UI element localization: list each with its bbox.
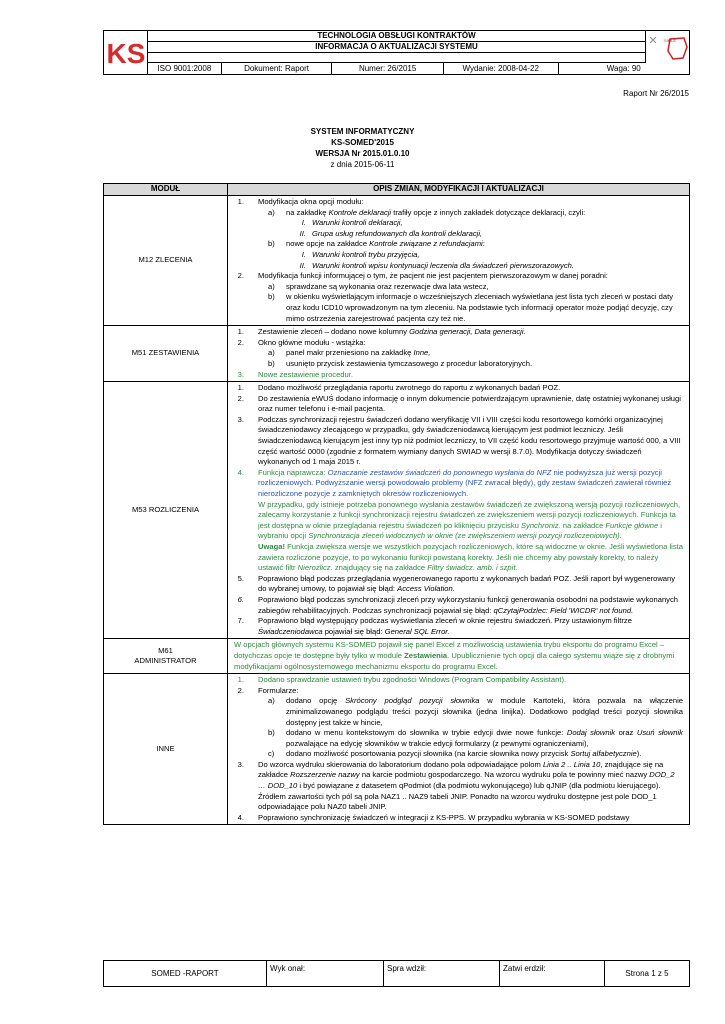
module-desc-m53: 1. Dodano możliwość przeglądania raportu zwrotnego do raportu z wykonanych badań POZ. 2. Do zestawienia eWUŚ dodano informację o innym dokumencie potwierdzającym uprawnienie, datę ostatniej wykonanej usługi oraz numer telefonu i e-mail pacjenta. 3. Podczas synchronizacji rejestru świadczeń dodano weryfikację VII i VIII części kodu resortowego komórki organizacyjnej świadczeniodawcy zlecającego w przypadku, gdy świadczeniodawcą kierującym jest podmiot leczniczy. Jeśli świadczeniodawcą kierującym jest inny typ niż podmiot leczniczy, to VII część kodu resortowego przyjmuje wartość 000, a VIII część wartość 0000 (zgodnie z formatem wymiany danych SWIAD w wersji 8.7.0). Modyfikacja dotyczy świadczeń wykonanych od 1 maja 2015 r. 4. Funkcja naprawcza: Oznaczanie zestawów świadczeń do ponownego wysłania do NFZ nie podwyższa już wersji pozycji rozliczeniowych. Podwyższanie wersji powodowało problemy (NFZ zwracał błędy), gdy zestaw świadczeń zawierał również nierozliczone pozycje z zamkniętych okresów rozliczeniowych. W przypadku, gdy istnieje potrzeba ponownego wysłania zestawów świadczeń ze zwiększoną wersją pozycji rozliczeniowych, zalecamy korzystanie z funkcji synchronizacji rejestru świadczeń ze zwiększeniem wersji pozycji rozliczeniowych. Funkcja ta jest dostępna w oknie przeglądania rejestru świadczeń po kliknięciu przycisku Synchroniz. na zakładce Funkcje główne i wybraniu opcji Synchronizacja zleceń widocznych w oknie (ze zwiększeniem wersji pozycji rozliczeniowych). Uwaga! Funkcja zwiększa wersje we wszystkich pozycjach rozliczeniowych, które są widoczne w oknie. Jeśli wyświetlona lista zawiera rozliczone pozycje, to po wykonaniu funkcji powstaną korekty. Jeśli nie chcemy aby powstały korekty, to należy ustawić filtr Nierozlicz. znajdujący się na zakładce Filtry świadcz. amb. i szpit. 5. Poprawiono błąd podczas przeglądania wygenerowanego raportu z wykonanych badań POZ. Jeśli raport był wygenerowany do wybranej umowy, to pojawiał się błąd: Access Violation. 6. Poprawiono błąd podczas synchronizacji zleceń przy wykorzystaniu funkcji generowania osobodni na podstawie wykonanych zabiegów rehabilitacyjnych. Podczas synchronizacji pojawiał się błąd: qCzytajPodzlec: Field 'WICDR' not found. 7. Poprawiono błąd występujący podczas wyświetlania zleceń w oknie rejestru świadczeń. Przy ustawionym filtrze Świadczeniodawca pojawiał się błąd: General SQL Error. [228, 382, 690, 639]
m51-item-3: Nowe zestawienie procedur. [258, 369, 353, 379]
inne-item-3-mid: , znajdujące się na zakładce [258, 759, 664, 780]
company-logo [104, 31, 148, 74]
module-desc-m61 [228, 639, 690, 674]
inne-item-2b-term2: Usuń słownik [636, 728, 683, 738]
m12-item-1a-ii: Grupa usług refundowanych dla kontroli deklaracji, [312, 228, 483, 238]
table-row-m12 [104, 196, 690, 326]
m61-text: W opcjach głównych systemu KS-SOMED pojawił się panel Excel z możliwością ustawienia trybu eksportu do programu Excel – dotychczas opcje te dostępne były tylko w module [234, 640, 665, 660]
m51-item-1-term: Godzina generacji, Data generacji. [409, 327, 526, 337]
module-name-m61-code: M61 [158, 645, 173, 655]
m53-item-6-term: qCzytajPodzlec: Field 'WICDR' not found. [493, 605, 634, 615]
m53-item-4: Funkcja naprawcza: [258, 467, 328, 477]
m53-item-1: Dodano możliwość przeglądania raportu zwrotnego do raportu z wykonanych badań POZ. [258, 383, 561, 393]
col-header-description: OPIS ZMIAN, MODYFIKACJI I AKTUALIZACJI [228, 184, 690, 196]
inne-item-2b-rest: pozwalające na edycję słowników w trakcie edycji formularzy (z pewnymi ograniczeniami), [286, 738, 589, 748]
module-desc-m12: 1. Modyfikacja okna opcji modułu: a) na zakładkę Kontrole deklaracji trafiły opcje z innych zakładek dotyczące deklaracji, czyli: I. Warunki kontroli deklaracji, II. Grupa usług refundowanych dla kontroli deklaracji, b) nowe opcje na zakładce Kontrole związane z refundacjami: I. Warunki kontroli trybu przyjęcia, II. Warunki kontroli wpisu kontynuacji leczenia dla świadczeń pierwszorazowych. 2. Modyfikacja funkcji informującej o tym, że pacjent nie jest pacjentem pierwszorazowym w danej poradni: a) sprawdzane są wykonania oraz rezerwacje dwa lata wstecz, b) w okienku wyświetlającym informacje o wcześniejszych zleceniach wyświetlana jest lista tych zleceń w postaci daty oraz kodu ICD10 wprowadzonym na tym zleceniu. Na podstawie tych informacji operator może podjąć decyzję, czy mimo ostrzeżenia zarejestrować pacjenta czy też nie. [228, 196, 690, 326]
inne-item-2a: dodano opcję [286, 696, 346, 706]
certification-logo-text: SIMLE [664, 38, 677, 43]
module-name-m12: M12 ZLECENIA [104, 196, 228, 326]
document-header [103, 30, 690, 75]
m53-item-5-term: Access Violation. [397, 584, 455, 594]
m12-item-2b: w okienku wyświetlającym informacje o wcześniejszych zleceniach wyświetlana jest lista tych zleceń w postaci daty oraz kodu ICD10 wprowadzonym na tym zleceniu. Na podstawie tych informacji operator może podjąć decyzję, czy mimo ostrzeżenia zarejestrować pacjenta czy też nie. [286, 292, 674, 323]
col-header-module: MODUŁ [104, 184, 228, 196]
m53-item-4-term: Oznaczanie zestawów świadczeń do ponownego wysłania do NFZ [327, 467, 552, 477]
inne-item-3-rest2: i być powiązane z datasetem qPodmiot (dla podmiotu wykonującego) lub qJNIP (dla podmiotu kierującego). Źródłem zawartości tych pól są pola NAZ1 .. NAZ9 tabeli JNIP. Ponadto na wzorcu wydruku dostępne jest pole DOD_1 odpowiadające polu NAZ0 tabeli JNIP. [258, 781, 661, 812]
certification-logo [645, 31, 689, 63]
m12-item-1b-ii: Warunki kontroli wpisu kontynuacji leczenia dla świadczeń pierwszorazowych. [312, 260, 574, 270]
module-name-m61-label: ADMINISTRATOR [134, 656, 197, 666]
m51-item-2a: panel makr przeniesiono na zakładkę [286, 348, 414, 358]
footer-doc-name: SOMED -RAPORT [104, 961, 267, 986]
m53-item-4-p2-term2: Funkcje główne [605, 520, 659, 530]
m51-item-2b: usunięto przycisk zestawienia tymczasowego z procedur laboratoryjnych. [286, 358, 533, 368]
m53-item-4-p2-term3: Synchronizacja zleceń widocznych w oknie (ze zwiększeniem wersji pozycji rozliczeniowych). [308, 531, 622, 541]
inne-item-2b-mid: oraz [615, 728, 637, 738]
table-row-m51 [104, 326, 690, 382]
m12-item-2: Modyfikacja funkcji informującej o tym, że pacjent nie jest pacjentem pierwszorazowym w danej poradni: [258, 271, 608, 281]
header-title-1: TECHNOLOGIA OBSŁUGI KONTRAKTÓW [148, 31, 645, 42]
document-footer [103, 960, 690, 987]
inne-item-4: Poprawiono synchronizację świadczeń w integracji z KS-PPS. W przypadku wybrania w KS-SOMED podstawy [258, 812, 630, 822]
m53-item-4-p2-mid: na zakładce [560, 520, 606, 530]
report-number: Raport Nr 26/2015 [623, 89, 689, 98]
m61-text-rest: . Upublicznienie tych opcji dla całego systemu wiąże się z drobnymi modyfikacjami ogólnosystemowego mechanizmu eksportu do programu Excel. [234, 650, 675, 671]
m12-item-1a: na zakładkę [286, 207, 329, 217]
inne-item-3-term1: Linia 2 .. Linia 10 [542, 759, 601, 769]
m51-item-2a-term: Inne, [413, 348, 431, 358]
m53-item-4-p3: Funkcja zwiększa wersje we wszystkich pozycjach rozliczeniowych, które są widoczne w oknie. Jeśli wyświetlona lista zawiera rozliczone pozycje, to po wykonaniu funkcji powstaną korekty. Jeśli nie chcemy aby powstały korekty, to należy ustawić filtr [258, 542, 683, 573]
header-title-2: INFORMACJA O AKTUALIZACJI SYSTEMU [148, 42, 645, 53]
inne-item-1: Dodano sprawdzanie ustawień trybu zgodności Windows (Program Compatibility Assistant). [258, 675, 567, 685]
table-row-m53 [104, 382, 690, 639]
inne-item-2b: dodano w menu kontekstowym do słownika w trybie edycji dwie nowe funkcje: [286, 728, 567, 738]
edition-label: Wydanie: 2008-04-22 [444, 63, 559, 74]
m53-item-7-mid: pojawiał się błąd: [322, 626, 385, 636]
m53-item-7: Poprawiono błąd występujący podczas wyświetlania zleceń w oknie rejestru świadczeń. Przy ustawionym filtrze [258, 616, 632, 626]
doc-type-label: Dokument: Raport [222, 63, 333, 74]
m53-item-5: Poprawiono błąd podczas przeglądania wygenerowanego raportu z wykonanych badań POZ. Jeśli raport był wygenerowany do wybranej umowy, to pojawiał się błąd: [258, 573, 676, 594]
m51-item-1: Zestawienie zleceń – dodano nowe kolumny [258, 327, 410, 337]
inne-item-2c: dodano możliwość posortowania pozycji słownika (na karcie słownika nowy przycisk [286, 749, 571, 759]
logo-text: KS [106, 37, 145, 69]
m53-item-4-p3-term2: Filtry świadcz. amb. i szpit. [427, 563, 518, 573]
m53-item-4-p2-mid2: i wybraniu opcji [258, 520, 662, 541]
m51-item-2: Okno główne modułu - wstążka: [258, 337, 366, 347]
header-blank-row [148, 53, 645, 63]
m53-item-7-term2: General SQL Error. [384, 626, 450, 636]
report-title [0, 126, 725, 170]
inne-item-2a-term: Skrócony podgląd pozycji słownika [345, 696, 480, 706]
m53-item-4-rest: nie podwyższa już wersji pozycji rozliczeniowych. Podwyższanie wersji powodowało problemy (NFZ zwracał błędy), gdy zestaw świadczeń zawierał również nierozliczone pozycje z zamkniętych okresów rozliczeniowych. [258, 467, 672, 499]
module-name-inne: INNE [104, 674, 228, 825]
m12-item-1: Modyfikacja okna opcji modułu: [258, 197, 364, 206]
m12-item-1b-i: Warunki kontroli trybu przyjęcia, [312, 249, 420, 259]
title-line-2: KS-SOMED'2015 [331, 138, 394, 147]
weight-label: Waga: 90 [606, 64, 641, 73]
m53-item-4-p2-term1: Synchroniz. [520, 520, 561, 530]
m12-item-1b-rest: : [482, 239, 485, 249]
inne-item-2: Formularze: [258, 685, 299, 695]
m12-item-2a: sprawdzane są wykonania oraz rezerwacje dwa lata wstecz, [286, 281, 489, 291]
header-meta-row [148, 63, 689, 74]
inne-item-3: Do wzorca wydruku skierowania do laboratorium dodano pola odpowiadające polom [258, 759, 543, 769]
m53-item-4-p2: W przypadku, gdy istnieje potrzeba ponownego wysłania zestawów świadczeń ze zwiększoną wersją pozycji rozliczeniowych, zalecamy korzystanie z funkcji synchronizacji rejestru świadczeń ze zwiększeniem wersji pozycji rozliczeniowych. Funkcja ta jest dostępna w oknie przeglądania rejestru świadczeń po kliknięciu przycisku [258, 499, 681, 530]
title-line-3: WERSJA Nr 2015.01.0.10 [315, 149, 410, 158]
doc-number-label: Numer: 26/2015 [332, 63, 444, 74]
m12-item-1b: nowe opcje na zakładce [286, 239, 370, 249]
inne-item-3-term3: DOD_2 … DOD_10 [258, 770, 675, 791]
inne-item-2b-term1: Dodaj słownik [566, 728, 616, 738]
inne-item-2a-rest: w module Kartoteki, która pozwala na włączenie zminimalizowanego podglądu treści pozycji słownika (jedna linijka). Dodatkowo podgląd treści pozycji słownika dostępny jest także w hincie, [286, 696, 683, 727]
inne-item-3-rest: na karcie podmiotu gospodarczego. Na wzorcu wydruku pola te powinny mieć nazwy [359, 770, 650, 780]
footer-page-number: Strona 1 z 5 [625, 969, 669, 978]
m12-item-1b-term: Kontrole związane z refundacjami [369, 239, 483, 249]
m12-item-1a-rest: trafiły opcje z innych zakładek dotyczące deklaracji, czyli: [391, 207, 586, 217]
footer-author: Wyk onał: [267, 961, 384, 986]
table-row-inne [104, 674, 690, 825]
module-name-m51: M51 ZESTAWIENIA [104, 326, 228, 382]
m53-item-7-term1: Świadczeniodawca [258, 626, 323, 636]
table-row-m61 [104, 639, 690, 674]
module-desc-inne: 1. Dodano sprawdzanie ustawień trybu zgodności Windows (Program Compatibility Assistant). 2. Formularze: a) dodano opcję Skrócony podgląd pozycji słownika w module Kartoteki, która pozwala na włączenie zminimalizowanego podglądu treści pozycji słownika (jedna linijka). Dodatkowo podgląd treści pozycji słownika dostępny jest także w hincie, b) dodano w menu kontekstowym do słownika w trybie edycji dwie nowe funkcje: Dodaj słownik oraz Usuń słownik pozwalające na edycję słowników w trakcie edycji formularzy (z pewnymi ograniczeniami), c) dodano możliwość posortowania pozycji słownika (na karcie słownika nowy przycisk Sortuj alfabetycznie). 3. Do wzorca wydruku skierowania do laboratorium dodano pola odpowiadające polom Linia 2 .. Linia 10, znajdujące się na zakładce Rozszerzenie nazwy na karcie podmiotu gospodarczego. Na wzorcu wydruku pola te powinny mieć nazwy DOD_2 … DOD_10 i być powiązane z datasetem qPodmiot (dla podmiotu wykonującego) lub qJNIP (dla podmiotu kierującego). Źródłem zawartości tych pól są pola NAZ1 .. NAZ9 tabeli JNIP. Ponadto na wzorcu wydruku dostępne jest pole DOD_1 odpowiadające polu NAZ0 tabeli JNIP. 4. Poprawiono synchronizację świadczeń w integracji z KS-PPS. W przypadku wybrania w KS-SOMED podstawy [228, 674, 690, 825]
title-line-1: SYSTEM INFORMATYCZNY [310, 127, 415, 136]
module-name-m53: M53 ROZLICZENIA [104, 382, 228, 639]
module-desc-m51: 1. Zestawienie zleceń – dodano nowe kolumny Godzina generacji, Data generacji. 2. Okno główne modułu - wstążka: a) panel makr przeniesiono na zakładkę Inne, b) usunięto przycisk zestawienia tymczasowego z procedur laboratoryjnych. 3. Nowe zestawienie procedur. [228, 326, 690, 382]
inne-item-2c-term: Sortuj alfabetycznie [570, 749, 637, 759]
inne-item-3-term2: Rozszerzenie nazwy [290, 770, 360, 780]
iso-label: ISO 9001:2008 [148, 63, 222, 74]
m53-item-3: Podczas synchronizacji rejestru świadczeń dodano weryfikację VII i VIII części kodu resortowego komórki organizacyjnej świadczeniodawcy zlecającego w przypadku, gdy świadczeniodawcą kierującym jest podmiot leczniczy. Jeśli świadczeniodawcą kierującym jest inny typ niż podmiot leczniczy, to VII część kodu resortowego przyjmuje wartość 000, a VIII część wartość 0000 (zgodnie z formatem wymiany danych SWIAD w wersji 8.7.0). Modyfikacja dotyczy świadczeń wykonanych od 1 maja 2015 r. [258, 414, 681, 467]
m53-item-4-p3-term1: Nierozlicz. [297, 563, 333, 573]
footer-approver: Zatwi erdził: [500, 961, 605, 986]
module-name-m61 [104, 639, 228, 674]
title-date: z dnia 2015-06-11 [330, 160, 395, 169]
m53-item-4-p3-mid: znajdujący się na zakładce [332, 563, 428, 573]
m12-item-1a-i: Warunki kontroli deklaracji, [312, 218, 403, 228]
changes-table [103, 183, 690, 825]
m53-item-6: Poprawiono błąd podczas synchronizacji zleceń przy wykorzystaniu funkcji generowania osobodni na podstawie wykonanych zabiegów rehabilitacyjnych. Podczas synchronizacji pojawiał się błąd: [258, 594, 678, 615]
footer-reviewer: Spra wdził: [384, 961, 500, 986]
m61-term: Zestawienia [404, 650, 448, 660]
m12-item-1a-term: Kontrole deklaracji [328, 207, 392, 217]
inne-item-2c-rest: ). [636, 749, 642, 759]
m53-item-4-warning: Uwaga! [258, 542, 286, 551]
m53-item-2: Do zestawienia eWUŚ dodano informację o innym dokumencie potwierdzającym uprawnienie, datę ostatniej wykonanej usługi oraz numer telefonu i e-mail pacjenta. [258, 393, 681, 414]
